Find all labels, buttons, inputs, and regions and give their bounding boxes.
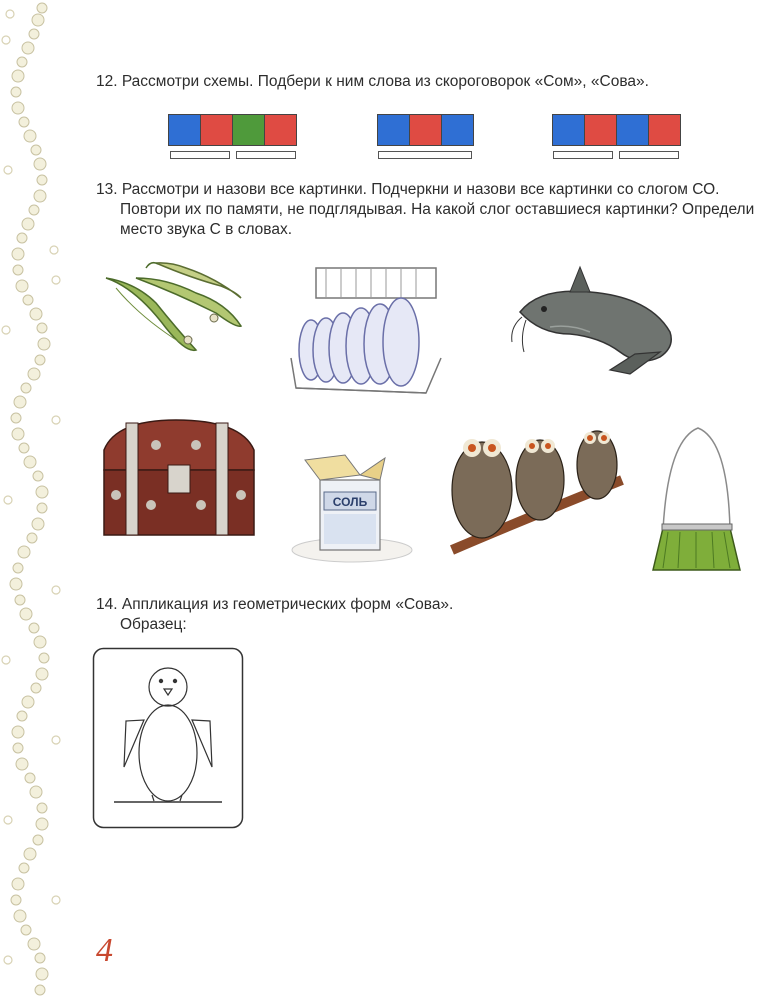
scheme-cell-red (584, 114, 617, 146)
scheme-cell-blue (377, 114, 410, 146)
bead-border-decoration (0, 0, 70, 1000)
answer-line[interactable] (553, 151, 613, 159)
answer-line[interactable] (378, 151, 472, 159)
answer-line[interactable] (236, 151, 296, 159)
page-number: 4 (96, 932, 113, 969)
task13-line1: 13. Рассмотри и назови все картинки. Подчеркни и назови все картинки со слогом СО. (96, 181, 720, 198)
scheme-cell-blue (552, 114, 585, 146)
word-scheme-1 (168, 114, 297, 146)
scheme-cell-red (264, 114, 297, 146)
scheme-cell-blue (616, 114, 649, 146)
answer-line[interactable] (619, 151, 679, 159)
task14-line2: Образец: (120, 616, 187, 633)
scheme-cell-red (648, 114, 681, 146)
dish-rack-picture[interactable] (286, 258, 446, 403)
word-scheme-2 (377, 114, 474, 146)
salt-box-picture[interactable] (290, 450, 415, 565)
scheme-cell-red (200, 114, 233, 146)
purse-picture[interactable] (648, 420, 743, 575)
scheme-cell-red (409, 114, 442, 146)
task12-text: 12. Рассмотри схемы. Подбери к ним слова из скороговорок «Сом», «Сова». (96, 73, 649, 90)
task14-line1: 14. Аппликация из геометрических форм «Сова». (96, 596, 454, 613)
treasure-chest-picture[interactable] (96, 415, 261, 540)
catfish-picture[interactable] (510, 262, 690, 382)
task13-line3: место звука С в словах. (120, 221, 293, 238)
answer-line[interactable] (170, 151, 230, 159)
scheme-cell-blue (441, 114, 474, 146)
word-scheme-3 (552, 114, 681, 146)
scheme-cell-blue (168, 114, 201, 146)
salt-label: СОЛЬ (332, 495, 368, 509)
owl-applique-sample (92, 647, 244, 829)
scheme-cell-green (232, 114, 265, 146)
pea-pods-picture[interactable] (96, 258, 246, 358)
task13-line2: Повтори их по памяти, не подглядывая. На какой слог оставшиеся картинки? Определи (120, 201, 755, 218)
owls-picture[interactable] (442, 420, 627, 555)
